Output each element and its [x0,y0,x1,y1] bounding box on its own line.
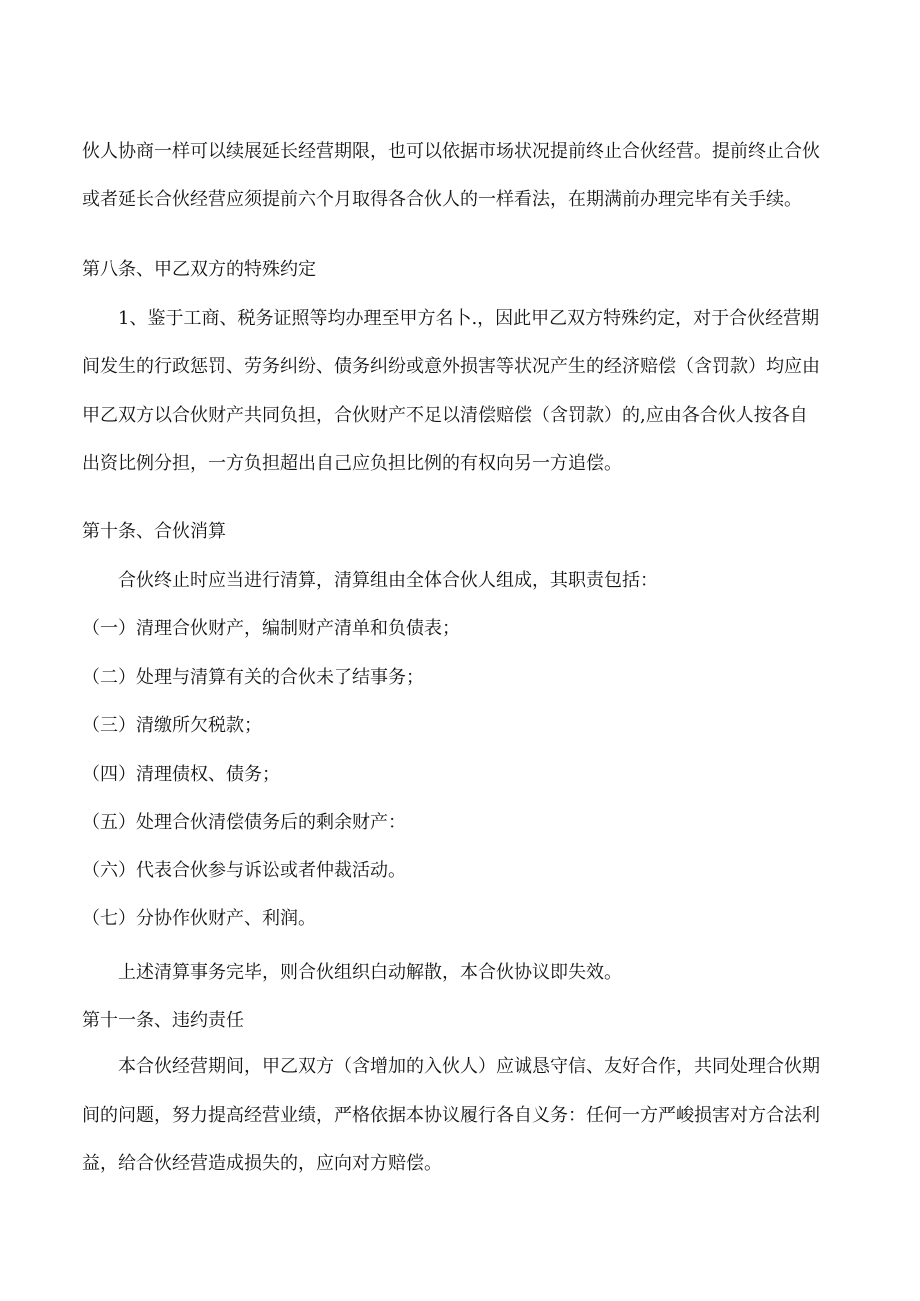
article-8-line-3: 甲乙双方以合伙财产共同负担，合伙财产不足以清偿赔偿（含罚款）的,应由各合伙人按各自 [82,405,808,426]
intro-line-2: 或者延长合伙经营应须提前六个月取得各合伙人的一样看法，在期满前办理完毕有关手续。 [82,189,802,210]
article-10-closing: 上述清算事务完毕，则合伙组织白动解散，本合伙协议即失效。 [118,962,622,983]
list-item: （五）处理合伙清偿债务后的剩余财产： [82,812,406,833]
list-item: （三）清缴所欠税款； [82,715,262,736]
list-item: （一）清理合伙财产，编制财产清单和负债表； [82,618,460,639]
article-11-line-2: 间的问题，努力提高经营业绩，严格依据本协议履行各自义务：任何一方严峻损害对方合法利 [82,1105,820,1126]
article-8-line-1: 1、鉴于工商、税务证照等均办理至甲方名卜.，因此甲乙双方特殊约定，对于合伙经营期 [118,308,820,329]
list-item: （二）处理与清算有关的合伙未了结事务； [82,667,424,688]
article-10-intro: 合伙终止时应当进行清算，清算组由全体合伙人组成，其职责包括： [118,570,658,591]
list-item: （七）分协作伙财产、利润。 [82,908,316,929]
article-11-line-3: 益，给合伙经营造成损失的，应向对方赔偿。 [82,1153,442,1174]
article-8-heading: 第八条、甲乙双方的特殊约定 [82,259,316,280]
list-item: （四）清理债权、债务； [82,764,280,785]
article-8-line-4: 出资比例分担，一方负担超出自己应负担比例的有权向另一方追偿。 [82,453,622,474]
article-8-line-2: 间发生的行政惩罚、劳务纠纷、债务纠纷或意外损害等状况产生的经济赔偿（含罚款）均应由 [82,356,820,377]
article-11-line-1: 本合伙经营期间，甲乙双方（含增加的入伙人）应诚恳守信、友好合作，共同处理合伙期 [118,1056,820,1077]
intro-line-1: 伙人协商一样可以续展延长经营期限，也可以依据市场状况提前终止合伙经营。提前终止合伙 [82,141,820,162]
list-item: （六）代表合伙参与诉讼或者仲裁活动。 [82,860,406,881]
article-10-heading: 第十条、合伙消算 [82,521,226,542]
article-11-heading: 第十一条、违约责任 [82,1010,244,1031]
